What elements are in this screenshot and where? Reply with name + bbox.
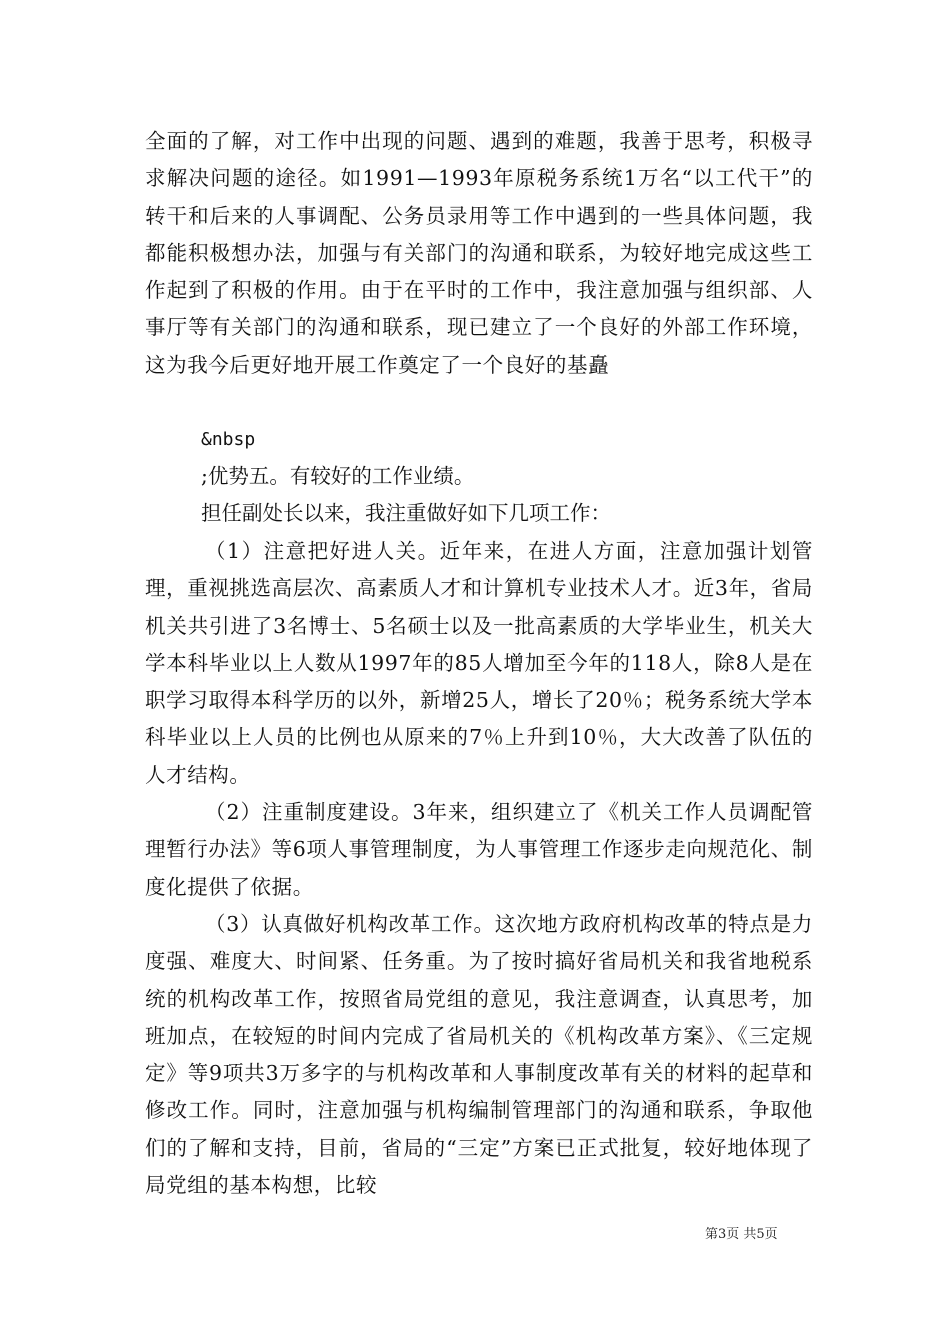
- item-1-paragraph: （1）注意把好进人关。近年来，在进人方面，注意加强计划管理，重视挑选高层次、高素质人才和计算机专业技术人才。近3年，省局机关共引进了3名博士、5名硕士以及一批高素质的大学毕业生，机关大学本科毕业以上人数从1997年的85人增加至今年的118人，除8人是在职学习取得本科学历的以外，新增25人，增长了20％；税务系统大学本科毕业以上人员的比例也从原来的7％上升到10％，大大改善了队伍的人才结构。: [145, 539, 813, 787]
- item-2-paragraph: （2）注重制度建设。3年来，组织建立了《机关工作人员调配管理暂行办法》等6项人事管理制度，为人事管理工作逐步走向规范化、制度化提供了依据。: [145, 800, 813, 899]
- page-number-footer: 第3页 共5页: [705, 1227, 778, 1242]
- paragraph-continuation: 全面的了解，对工作中出现的问题、遇到的难题，我善于思考，积极寻求解决问题的途径。如1991—1993年原税务系统1万名“以工代干”的转干和后来的人事调配、公务员录用等工作中遇到的一些具体问题，我都能积极想办法，加强与有关部门的沟通和联系，为较好地完成这些工作起到了积极的作用。由于在平时的工作中，我注意加强与组织部、人事厅等有关部门的沟通和联系，现已建立了一个良好的外部工作环境，这为我今后更好地开展工作奠定了一个良好的基矗: [145, 129, 813, 377]
- item-3-paragraph: （3）认真做好机构改革工作。这次地方政府机构改革的特点是力度强、难度大、时间紧、任务重。为了按时搞好省局机关和我省地税系统的机构改革工作，按照省局党组的意见，我注意调查，认真思考，加班加点，在较短的时间内完成了省局机关的《机构改革方案》、《三定规定》等9项共3万多字的与机构改革和人事制度改革有关的材料的起草和修改工作。同时，注意加强与机构编制管理部门的沟通和联系，争取他们的了解和支持，目前，省局的“三定”方案已正式批复，较好地体现了局党组的基本构想，比较: [145, 912, 813, 1198]
- nbsp-artifact-line: &nbsp: [201, 429, 256, 450]
- intro-line: 担任副处长以来，我注重做好如下几项工作：: [201, 501, 611, 525]
- advantage-five-heading: ;优势五。有较好的工作业绩。: [201, 464, 475, 488]
